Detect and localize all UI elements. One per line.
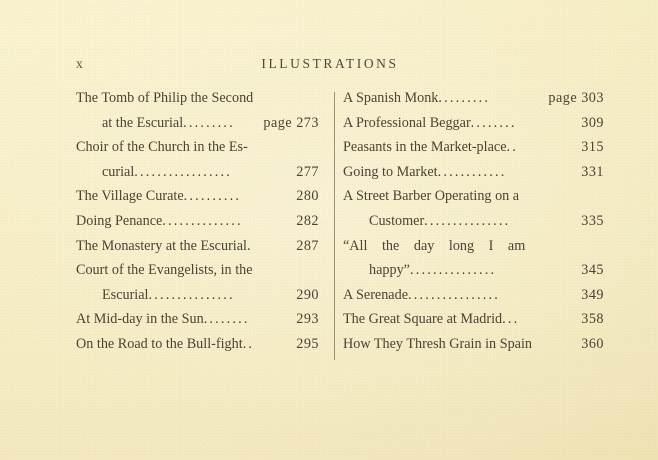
toc-entry-line <box>76 336 319 361</box>
entry-page-number: 345 <box>581 262 604 279</box>
entry-page-number: 277 <box>296 163 319 180</box>
entry-title: The Monastery at the Escurial. <box>76 237 251 254</box>
entry-page-number: 331 <box>581 163 604 180</box>
leader-dots: .. <box>242 335 255 352</box>
leader-dots: ... <box>502 311 520 328</box>
toc-entry-line <box>76 287 319 312</box>
running-title: ILLUSTRATIONS <box>261 56 399 71</box>
entry-title: A Spanish Monk <box>343 90 439 106</box>
entry-page-number: 290 <box>296 286 319 303</box>
leader-dots: .......... <box>183 188 242 205</box>
entry-page-number: 280 <box>296 188 319 205</box>
leader-dots: ......... <box>183 114 235 131</box>
entry-title: Doing Penance <box>76 212 163 229</box>
entry-page-number: 295 <box>296 335 319 352</box>
toc-entry-line <box>76 311 319 336</box>
entry-page-number: 287 <box>296 237 319 254</box>
entry-title: The Village Curate <box>76 188 184 205</box>
leader-dots: ............ <box>437 163 507 180</box>
toc-entry-line <box>76 262 319 287</box>
entry-page-number: page 303 <box>548 90 604 106</box>
toc-entry-line <box>343 336 604 361</box>
toc-entry-line <box>343 213 604 238</box>
entry-title: A Street Barber Operating on a <box>343 188 520 205</box>
entry-title: Peasants in the Market-place <box>343 139 507 156</box>
column-divider-rule <box>334 92 335 360</box>
toc-entry-line <box>343 287 604 312</box>
entry-page-number: 293 <box>296 311 319 328</box>
leader-dots: .............. <box>162 212 243 229</box>
entry-title: A Professional Beggar <box>343 114 471 131</box>
entry-title: The Great Square at Madrid <box>343 311 503 328</box>
entry-title: Choir of the Church in the Es- <box>76 139 248 156</box>
illustrations-column-left <box>76 90 319 361</box>
leader-dots: ................ <box>408 286 500 303</box>
toc-entry-line <box>76 115 319 140</box>
leader-dots: ............... <box>424 212 511 229</box>
entry-title: Court of the Evangelists, in the <box>76 262 253 279</box>
toc-entry-line <box>76 90 319 115</box>
toc-entry-line <box>343 139 604 164</box>
toc-entry-line <box>343 115 604 140</box>
leader-dots: ................. <box>134 163 232 180</box>
toc-entry-line <box>76 139 319 164</box>
entry-page-number: 309 <box>581 114 604 131</box>
leader-dots: ............... <box>148 286 235 303</box>
leader-dots: ........ <box>203 311 250 328</box>
entry-page-number: 349 <box>581 286 604 303</box>
toc-entry-line <box>343 311 604 336</box>
running-head <box>70 56 590 76</box>
toc-entry-line <box>343 90 604 115</box>
entry-page-number: 358 <box>581 311 604 328</box>
entry-title: On the Road to the Bull-fight <box>76 335 243 352</box>
toc-entry-line <box>76 238 319 263</box>
entry-page-number: 315 <box>581 139 604 156</box>
toc-entry-line <box>76 164 319 189</box>
entry-page-number: page 273 <box>263 114 319 131</box>
toc-entry-line <box>76 213 319 238</box>
leader-dots: ........ <box>470 114 517 131</box>
leader-dots: ......... <box>438 90 491 106</box>
entry-title: At Mid-day in the Sun <box>76 311 204 328</box>
entry-title: Customer <box>369 212 425 229</box>
page-folio-number: x <box>76 56 84 71</box>
toc-entry-line <box>343 164 604 189</box>
entry-title: How They Thresh Grain in Spain <box>343 335 533 352</box>
entry-page-number: 360 <box>581 335 604 352</box>
entry-page-number: 335 <box>581 212 604 229</box>
illustrations-column-right <box>343 90 604 361</box>
entry-title: curial <box>102 163 135 180</box>
entry-title: Escurial <box>102 286 149 303</box>
leader-dots: ............... <box>409 262 497 279</box>
toc-entry-line <box>76 188 319 213</box>
entry-title: The Tomb of Philip the Second <box>76 90 254 106</box>
entry-title: happy” <box>369 262 410 279</box>
toc-entry-line <box>343 188 604 213</box>
entry-title: “All the day long I am <box>343 237 526 254</box>
toc-entry-line <box>343 262 604 287</box>
entry-title: at the Escurial <box>102 114 184 131</box>
entry-title: Going to Market <box>343 163 438 180</box>
toc-entry-line <box>343 238 604 263</box>
leader-dots: .. <box>506 139 518 156</box>
entry-page-number: 282 <box>296 212 319 229</box>
entry-title: A Serenade <box>343 286 408 303</box>
